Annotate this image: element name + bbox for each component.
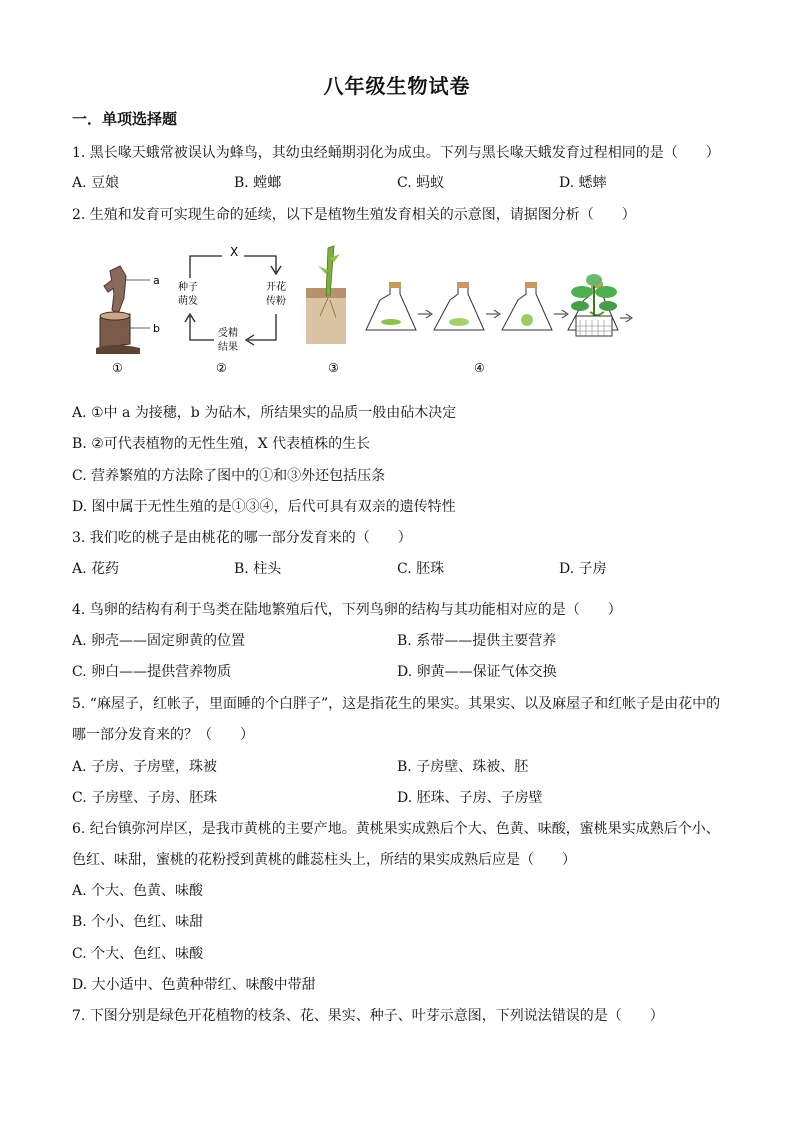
cycle-x-label: X bbox=[230, 245, 239, 259]
flowering-1: 开花 bbox=[266, 282, 286, 293]
question-6-stem-line-2: 色红、味甜，蜜桃的花粉授到黄桃的雌蕊柱头上，所结的果实成熟后应是（ ） bbox=[72, 852, 576, 868]
question-5-stem-line-2: 哪一部分发育来的？（ ） bbox=[72, 727, 254, 743]
question-2-option-c: C. 营养繁殖的方法除了图中的①和③外还包括压条 bbox=[72, 468, 386, 484]
figure-number-2: ② bbox=[216, 361, 227, 375]
question-2-option-d: D. 图中属于无性生殖的是①③④，后代可具有双亲的遗传特性 bbox=[72, 499, 456, 515]
question-3-stem: 3. 我们吃的桃子是由桃花的哪一部分发育来的（ ） bbox=[72, 530, 412, 546]
question-7-stem: 7. 下图分别是绿色开花植物的枝条、花、果实、种子、叶芽示意图，下列说法错误的是（ ） bbox=[72, 1008, 664, 1024]
question-6-option-c: C. 个大、色红、味酸 bbox=[72, 946, 204, 962]
life-cycle-diagram bbox=[178, 245, 286, 353]
question-5-option-a: A. 子房、子房壁，珠被 bbox=[72, 759, 218, 775]
fertilization-1: 受精 bbox=[218, 328, 238, 339]
question-1-option-b: B. 螳螂 bbox=[234, 175, 282, 191]
question-6-option-a: A. 个大、色黄、味酸 bbox=[72, 883, 204, 899]
question-5-option-d: D. 胚珠、子房、子房壁 bbox=[397, 790, 543, 806]
question-6-stem-line-1: 6. 纪台镇弥河岸区，是我市黄桃的主要产地。黄桃果实成熟后个大、色黄、味酸，蜜桃果实成熟后个小、 bbox=[72, 821, 720, 837]
flowering-2: 传粉 bbox=[266, 296, 286, 307]
question-1-option-a: A. 豆娘 bbox=[72, 175, 120, 191]
question-5-stem-line-1: 5. “麻屋子，红帐子，里面睡的个白胖子”，这是指花生的果实。其果实、以及麻屋子和红帐子是由花中的 bbox=[72, 696, 721, 712]
question-4-option-b: B. 系带——提供主要营养 bbox=[397, 633, 557, 649]
question-4-option-c: C. 卵白——提供营养物质 bbox=[72, 664, 232, 680]
label-a: a bbox=[153, 274, 160, 287]
question-6-option-d: D. 大小适中、色黄种带红、味酸中带甜 bbox=[72, 977, 316, 993]
question-3-option-d: D. 子房 bbox=[559, 561, 607, 577]
grafting-illustration bbox=[96, 266, 160, 354]
question-3-option-b: B. 柱头 bbox=[234, 561, 282, 577]
question-4-option-a: A. 卵壳——固定卵黄的位置 bbox=[72, 633, 246, 649]
question-1-stem: 1. 黑长喙天蛾常被误认为蜂鸟，其幼虫经蛹期羽化为成虫。下列与黑长喙天蛾发育过程相同的是（ ） bbox=[72, 145, 720, 161]
grown-seedling-illustration bbox=[568, 270, 620, 340]
question-5-option-b: B. 子房壁、珠被、胚 bbox=[397, 759, 529, 775]
question-5-option-c: C. 子房壁、子房、胚珠 bbox=[72, 790, 218, 806]
section-heading: 一．单项选择题 bbox=[72, 110, 178, 128]
fertilization-2: 结果 bbox=[218, 342, 238, 353]
plant-reproduction-figure bbox=[90, 236, 650, 376]
seed-germination-1: 种子 bbox=[178, 282, 198, 293]
question-1-option-c: C. 蚂蚁 bbox=[397, 175, 445, 191]
label-b: b bbox=[153, 322, 160, 335]
question-6-option-b: B. 个小、色红、味甜 bbox=[72, 914, 204, 930]
question-4-option-d: D. 卵黄——保证气体交换 bbox=[397, 664, 557, 680]
figure-number-4: ④ bbox=[474, 361, 485, 375]
question-1-option-d: D. 蟋蟀 bbox=[559, 175, 607, 191]
question-3-option-a: A. 花药 bbox=[72, 561, 120, 577]
seed-germination-2: 萌发 bbox=[178, 296, 198, 307]
question-3-option-c: C. 胚珠 bbox=[397, 561, 445, 577]
figure-number-3: ③ bbox=[328, 361, 339, 375]
question-2-option-b: B. ②可代表植物的无性生殖，X 代表植株的生长 bbox=[72, 436, 371, 452]
page-title: 八年级生物试卷 bbox=[323, 74, 471, 98]
figure-number-1: ① bbox=[112, 361, 123, 375]
question-2-stem: 2. 生殖和发育可实现生命的延续，以下是植物生殖发育相关的示意图，请据图分析（ ） bbox=[72, 207, 636, 223]
question-4-stem: 4. 鸟卵的结构有利于鸟类在陆地繁殖后代，下列鸟卵的结构与其功能相对应的是（ ） bbox=[72, 602, 622, 618]
question-2-option-a: A. ①中 a 为接穗，b 为砧木，所结果实的品质一般由砧木决定 bbox=[72, 405, 457, 421]
cutting-illustration bbox=[306, 246, 346, 344]
